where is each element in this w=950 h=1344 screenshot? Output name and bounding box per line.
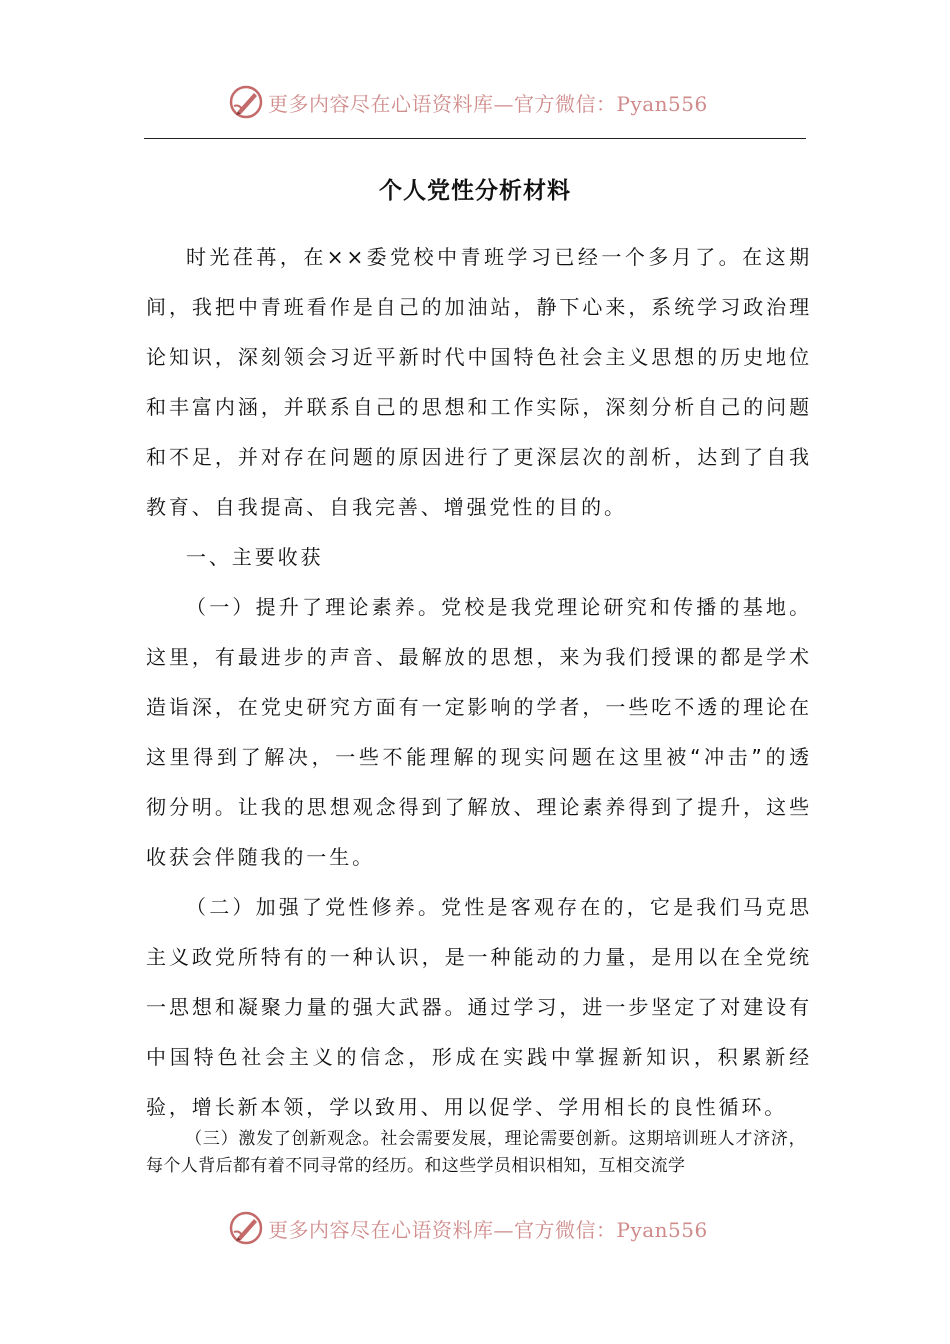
paragraph-intro: 时光荏苒，在××委党校中青班学习已经一个多月了。在这期间，我把中青班看作是自己的加油站，静下心来，系统学习政治理论知识，深刻领会习近平新时代中国特色社会主义思想的历史地位和丰富内涵，并联系自己的思想和工作实际，深刻分析自己的问题和不足，并对存在问题的原因进行了更深层次的剖析，达到了自我教育、自我提高、自我完善、增强党性的目的。 xyxy=(146,245,812,519)
document-body xyxy=(146,232,812,1132)
section-heading: 一、主要收获 xyxy=(186,545,324,569)
banner-title: 更多内容尽在心语资料库 xyxy=(268,1217,494,1242)
paragraph-innovation: （三）激发了创新观念。社会需要发展，理论需要创新。这期培训班人才济济，每个人背后都有着不同寻常的经历。和这些学员相识相知，互相交流学 xyxy=(146,1129,806,1176)
banner-dash: — xyxy=(493,1217,514,1242)
banner-title: 更多内容尽在心语资料库 xyxy=(268,91,494,116)
banner-dash: — xyxy=(493,91,514,116)
footer-banner xyxy=(228,1208,708,1248)
header-banner xyxy=(228,82,708,122)
banner-contact: 官方微信：Pyan556 xyxy=(514,91,708,116)
document-title: 个人党性分析材料 xyxy=(379,178,571,204)
document-small-body xyxy=(146,1126,806,1180)
header-divider xyxy=(144,138,806,139)
paragraph-theory: （一）提升了理论素养。党校是我党理论研究和传播的基地。这里，有最进步的声音、最解放的思想，来为我们授课的都是学术造诣深，在党史研究方面有一定影响的学者，一些吃不透的理论在这里得到了解决，一些不能理解的现实问题在这里被“冲击”的透彻分明。让我的思想观念得到了解放、理论素养得到了提升，这些收获会伴随我的一生。 xyxy=(146,595,812,869)
banner-contact: 官方微信：Pyan556 xyxy=(514,1217,708,1242)
pen-logo-icon xyxy=(228,84,264,120)
pen-logo-icon xyxy=(228,1210,264,1246)
paragraph-party-spirit: （二）加强了党性修养。党性是客观存在的，它是我们马克思主义政党所特有的一种认识，是一种能动的力量，是用以在全党统一思想和凝聚力量的强大武器。通过学习，进一步坚定了对建设有中国特色社会主义的信念，形成在实践中掌握新知识，积累新经验，增长新本领，学以致用、用以促学、学用相长的良性循环。 xyxy=(146,895,812,1119)
